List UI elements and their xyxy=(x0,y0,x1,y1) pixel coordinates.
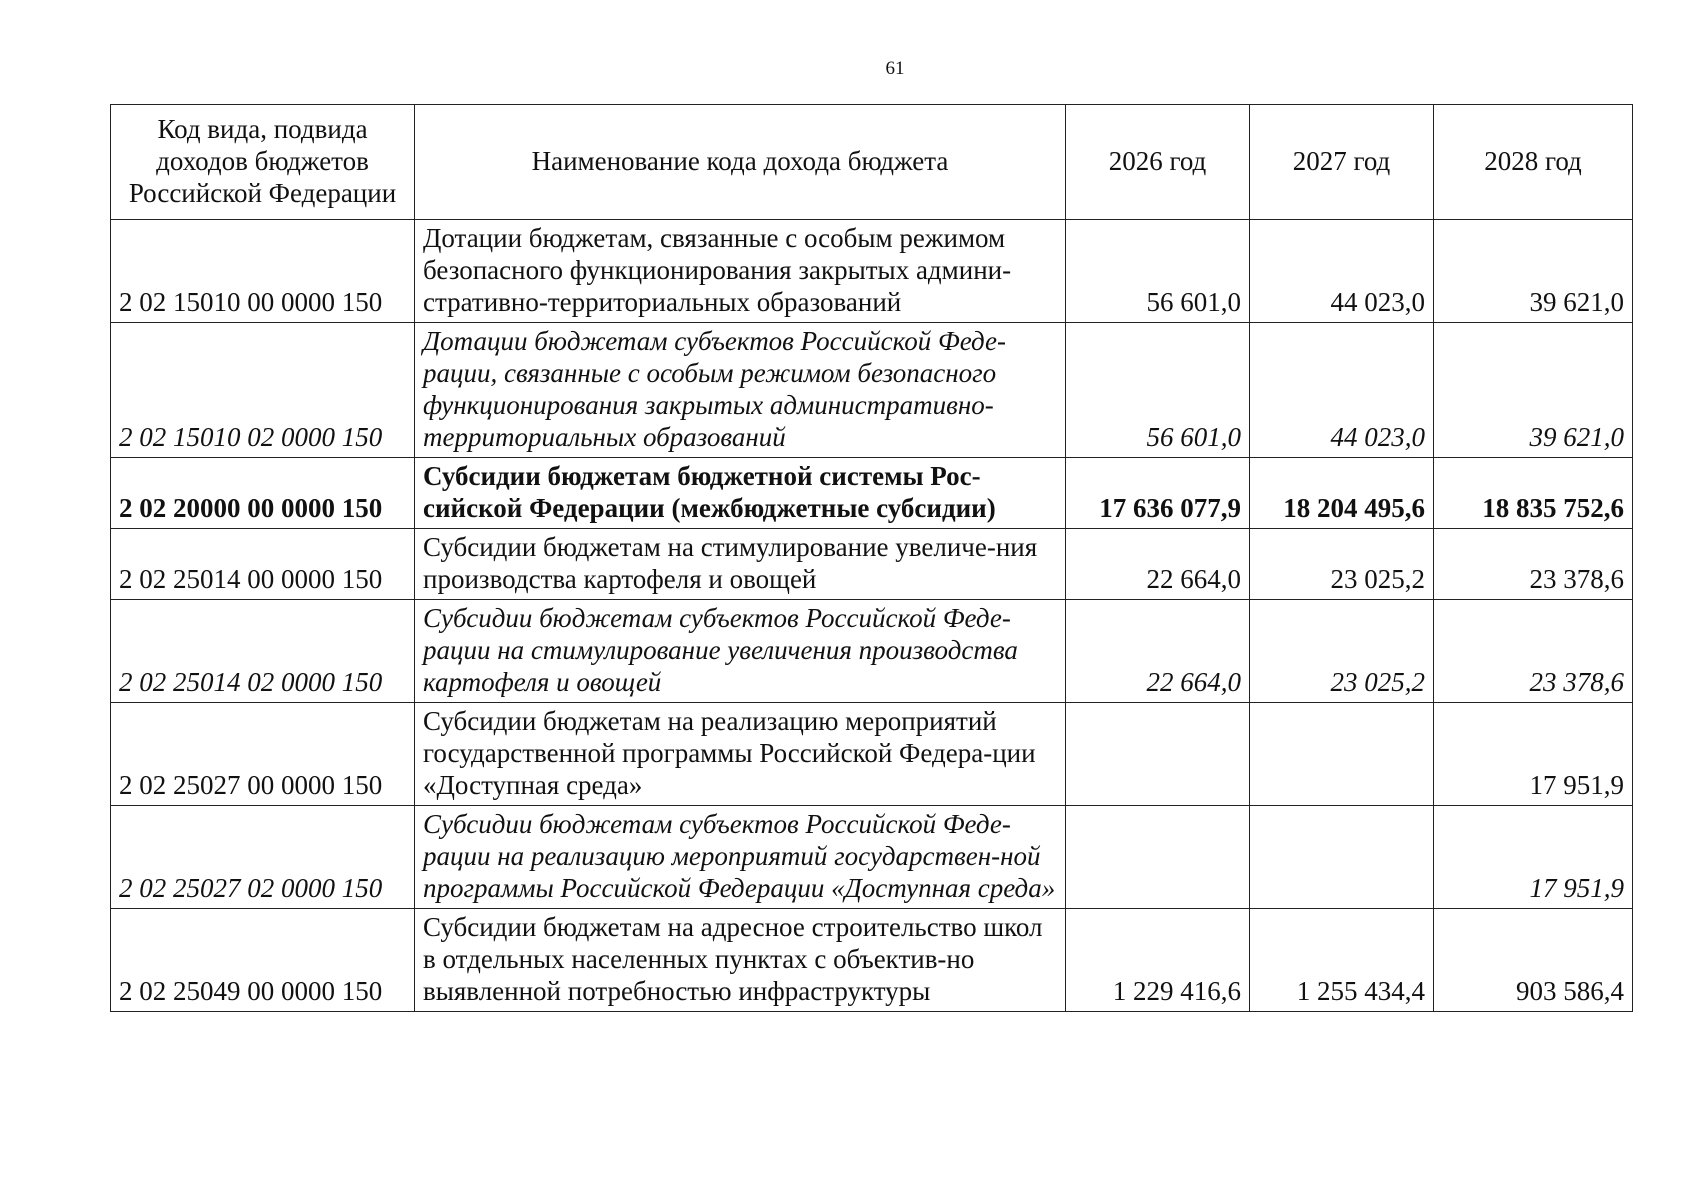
header-name: Наименование кода дохода бюджета xyxy=(415,105,1066,220)
cell-2028: 39 621,0 xyxy=(1434,323,1633,458)
cell-code: 2 02 25027 00 0000 150 xyxy=(111,703,415,806)
cell-2027: 44 023,0 xyxy=(1250,323,1434,458)
cell-2027 xyxy=(1250,806,1434,909)
table-row xyxy=(111,703,1633,806)
cell-code: 2 02 15010 02 0000 150 xyxy=(111,323,415,458)
table-row xyxy=(111,458,1633,529)
cell-2028: 903 586,4 xyxy=(1434,909,1633,1012)
cell-name: Субсидии бюджетам на стимулирование увеличе-ния производства картофеля и овощей xyxy=(415,529,1066,600)
header-2028: 2028 год xyxy=(1434,105,1633,220)
cell-code: 2 02 25027 02 0000 150 xyxy=(111,806,415,909)
cell-2026: 1 229 416,6 xyxy=(1066,909,1250,1012)
cell-2027: 1 255 434,4 xyxy=(1250,909,1434,1012)
page-number: 61 xyxy=(885,58,905,79)
table-body xyxy=(111,220,1633,1012)
cell-2028: 23 378,6 xyxy=(1434,600,1633,703)
table-row xyxy=(111,806,1633,909)
header-row xyxy=(111,105,1633,220)
header-2027: 2027 год xyxy=(1250,105,1434,220)
cell-name: Дотации бюджетам субъектов Российской Феде-рации, связанные с особым режимом безопасного функционирования закрытых административно-территориальных образований xyxy=(415,323,1066,458)
cell-2026: 22 664,0 xyxy=(1066,529,1250,600)
table-row xyxy=(111,909,1633,1012)
cell-2028: 23 378,6 xyxy=(1434,529,1633,600)
cell-2028: 18 835 752,6 xyxy=(1434,458,1633,529)
cell-2026 xyxy=(1066,703,1250,806)
cell-2027: 18 204 495,6 xyxy=(1250,458,1434,529)
cell-name: Субсидии бюджетам на реализацию мероприятий государственной программы Российской Федера-ции «Доступная среда» xyxy=(415,703,1066,806)
cell-code: 2 02 25014 02 0000 150 xyxy=(111,600,415,703)
table-row xyxy=(111,529,1633,600)
cell-name: Дотации бюджетам, связанные с особым режимом безопасного функционирования закрытых админи-стративно-территориальных образований xyxy=(415,220,1066,323)
cell-name: Субсидии бюджетам на адресное строительство школ в отдельных населенных пунктах с объектив-но выявленной потребностью инфраструктуры xyxy=(415,909,1066,1012)
header-2026: 2026 год xyxy=(1066,105,1250,220)
cell-2027: 23 025,2 xyxy=(1250,600,1434,703)
cell-name: Субсидии бюджетам бюджетной системы Рос-сийской Федерации (межбюджетные субсидии) xyxy=(415,458,1066,529)
cell-2028: 17 951,9 xyxy=(1434,806,1633,909)
table-row xyxy=(111,323,1633,458)
cell-name: Субсидии бюджетам субъектов Российской Феде-рации на стимулирование увеличения производства картофеля и овощей xyxy=(415,600,1066,703)
cell-code: 2 02 25014 00 0000 150 xyxy=(111,529,415,600)
budget-revenue-table xyxy=(110,104,1633,1012)
cell-code: 2 02 25049 00 0000 150 xyxy=(111,909,415,1012)
table-header xyxy=(111,105,1633,220)
cell-2026: 56 601,0 xyxy=(1066,220,1250,323)
cell-2027: 44 023,0 xyxy=(1250,220,1434,323)
cell-2028: 17 951,9 xyxy=(1434,703,1633,806)
table-row xyxy=(111,220,1633,323)
cell-code: 2 02 20000 00 0000 150 xyxy=(111,458,415,529)
cell-code: 2 02 15010 00 0000 150 xyxy=(111,220,415,323)
cell-2027 xyxy=(1250,703,1434,806)
cell-2026 xyxy=(1066,806,1250,909)
cell-2026: 22 664,0 xyxy=(1066,600,1250,703)
header-code: Код вида, подвида доходов бюджетов Российской Федерации xyxy=(111,105,415,220)
cell-2026: 17 636 077,9 xyxy=(1066,458,1250,529)
cell-2026: 56 601,0 xyxy=(1066,323,1250,458)
cell-2027: 23 025,2 xyxy=(1250,529,1434,600)
cell-2028: 39 621,0 xyxy=(1434,220,1633,323)
cell-name: Субсидии бюджетам субъектов Российской Феде-рации на реализацию мероприятий государствен-ной программы Российской Федерации «Доступная среда» xyxy=(415,806,1066,909)
table-row xyxy=(111,600,1633,703)
